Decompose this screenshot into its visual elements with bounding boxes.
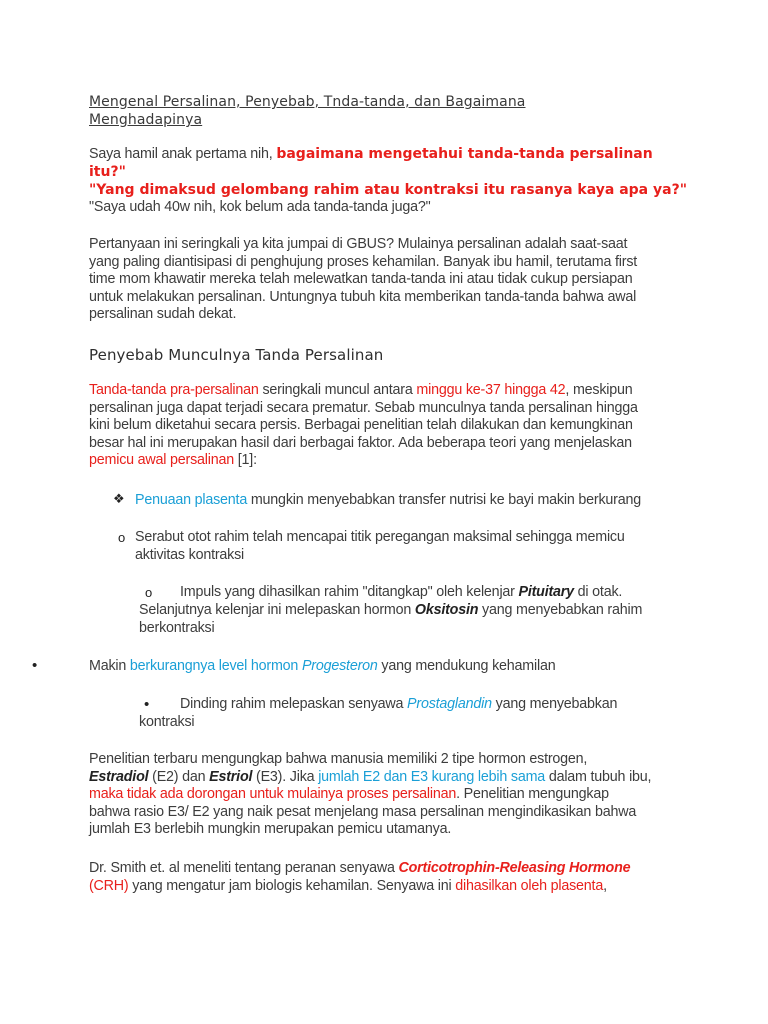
intro-line: yang paling diantisipasi di penghujung proses kehamilan. Banyak ibu hamil, terutama first (89, 253, 638, 270)
causes-paragraph (89, 382, 689, 470)
crh-line-2 (89, 878, 689, 896)
title-line-2: Menghadapinya (89, 112, 203, 128)
list-item-prostaglandin-cont (139, 714, 739, 732)
estrogen-text: (E2) dan (148, 768, 210, 785)
question-1-cont (89, 164, 689, 182)
estrogen-text: (E3). Jika (252, 768, 319, 785)
list-item-text: Dinding rahim melepaskan senyawa (180, 696, 408, 712)
diamond-bullet-icon: ❖ (113, 491, 125, 506)
placenta-aging-highlight: Penuaan plasenta (135, 492, 248, 508)
pre-labor-signs-highlight: Tanda-tanda pra-persalinan (89, 382, 259, 398)
crh-abbrev: (CRH) (89, 877, 129, 894)
estrogen-paragraph (89, 751, 689, 839)
trigger-highlight: pemicu awal persalinan (89, 452, 235, 468)
intro-line: persalinan sudah dekat. (89, 306, 237, 322)
list-item-text: Selanjutnya kelenjar ini melepaskan hormon (139, 602, 415, 618)
question-1 (89, 146, 689, 164)
question-1-highlight-end: itu?" (89, 164, 126, 180)
question-1-text: Saya hamil anak pertama nih, (89, 146, 277, 162)
list-item-muscle (135, 529, 735, 564)
ratio-highlight: jumlah E2 dan E3 kurang lebih sama (318, 768, 546, 785)
estrogen-line-5: jumlah E3 berlebih mungkin merupakan pemicu utamanya. (89, 821, 452, 837)
circle-bullet-icon: o (145, 585, 153, 600)
oxytocin-term: Oksitosin (414, 602, 479, 618)
question-3 (89, 199, 689, 217)
list-item-text: yang mendukung kehamilan (377, 658, 556, 674)
list-item-text: mungkin menyebabkan transfer nutrisi ke bayi makin berkurang (247, 492, 641, 508)
intro-line: Pertanyaan ini seringkali ya kita jumpai di GBUS? Mulainya persalinan adalah saat-saat (89, 236, 628, 252)
estrogen-line-3 (89, 786, 689, 804)
crh-paragraph (89, 860, 689, 895)
week-range-highlight: minggu ke-37 hingga 42 (416, 382, 566, 398)
question-3-text: "Saya udah 40w nih, kok belum ada tanda-tanda juga?" (89, 199, 431, 215)
estrogen-line-4: bahwa rasio E3/ E2 yang naik pesat menjelang masa persalinan mengindikasikan bahwa (89, 803, 637, 820)
list-item-text: kontraksi (139, 714, 195, 730)
prostaglandin-term: Prostaglandin (407, 696, 492, 712)
section-heading: Penyebab Munculnya Tanda Persalinan (89, 346, 384, 364)
estrogen-line-2 (89, 769, 689, 787)
estrogen-text: . Penelitian mengungkap (456, 786, 609, 802)
list-item-impulse-rest (139, 602, 699, 637)
list-item-prostaglandin (180, 696, 700, 714)
citation: [1]: (234, 452, 257, 468)
title-line-1: Mengenal Persalinan, Penyebab, Tnda-tanda, dan Bagaimana (89, 94, 526, 110)
causes-line-4: besar hal ini merupakan hasil dari berbagai faktor. Ada beberapa teori yang menjelaskan (89, 434, 632, 451)
dot-bullet-icon: • (144, 696, 150, 713)
question-1-highlight: bagaimana mengetahui tanda-tanda persalinan (276, 146, 653, 162)
estrogen-text: dalam tubuh ibu, (545, 768, 652, 785)
list-item-text: Serabut otot rahim telah mencapai titik peregangan maksimal sehingga memicu (135, 529, 625, 545)
intro-paragraph (89, 236, 689, 324)
causes-line-1 (89, 382, 689, 400)
causes-line-5 (89, 452, 689, 470)
causes-line-3: kini belum diketahui secara persis. Berbagai penelitian telah dilakukan dan kemungkinan (89, 417, 633, 433)
crh-term: Corticotrophin-Releasing Hormone (398, 860, 631, 876)
estriol-term: Estriol (209, 768, 253, 785)
causes-text: , meskipun (565, 382, 633, 398)
question-2-text: "Yang dimaksud gelombang rahim atau kontraksi itu rasanya kaya apa ya?" (89, 182, 687, 198)
list-item-impulse-line1 (180, 584, 700, 602)
list-item-text: di otak. (573, 584, 623, 600)
list-item-placenta (135, 492, 735, 510)
progesterone-term: Progesteron (301, 658, 378, 674)
circle-bullet-icon: o (118, 530, 126, 545)
no-trigger-highlight: maka tidak ada dorongan untuk mulainya proses persalinan (89, 786, 457, 802)
intro-line: untuk melakukan persalinan. Untungnya tubuh kita memberikan tanda-tanda bahwa awal (89, 288, 637, 305)
list-item-progesterone (89, 658, 689, 676)
question-2 (89, 182, 689, 200)
list-item-text: Impuls yang dihasilkan rahim "ditangkap" oleh kelenjar (180, 584, 519, 600)
document-title (89, 93, 689, 129)
crh-text: Dr. Smith et. al meneliti tentang peranan senyawa (89, 860, 399, 876)
dot-bullet-icon: • (32, 657, 38, 674)
placenta-source-highlight: dihasilkan oleh plasenta (455, 877, 604, 894)
list-item-text: aktivitas kontraksi (135, 546, 245, 563)
crh-text: yang mengatur jam biologis kehamilan. Senyawa ini (128, 877, 456, 894)
causes-line-2: persalinan juga dapat terjadi secara prematur. Sebab munculnya tanda persalinan hingga (89, 399, 638, 416)
crh-line-1 (89, 860, 689, 878)
causes-text: seringkali muncul antara (258, 382, 417, 398)
crh-text: , (603, 877, 607, 894)
list-item-text: berkontraksi (139, 619, 215, 636)
intro-line: time mom khawatir mereka telah melewatkan tanda-tanda ini atau tidak cukup persiapan (89, 271, 633, 287)
estrogen-line-1: Penelitian terbaru mengungkap bahwa manusia memiliki 2 tipe hormon estrogen, (89, 751, 588, 767)
list-item-text: Makin (89, 658, 130, 674)
pituitary-term: Pituitary (518, 584, 574, 600)
list-item-text: yang menyebabkan rahim (478, 602, 643, 618)
hormone-decline-highlight: berkurangnya level hormon (129, 658, 302, 674)
estradiol-term: Estradiol (89, 768, 149, 785)
list-item-text: yang menyebabkan (491, 696, 618, 712)
